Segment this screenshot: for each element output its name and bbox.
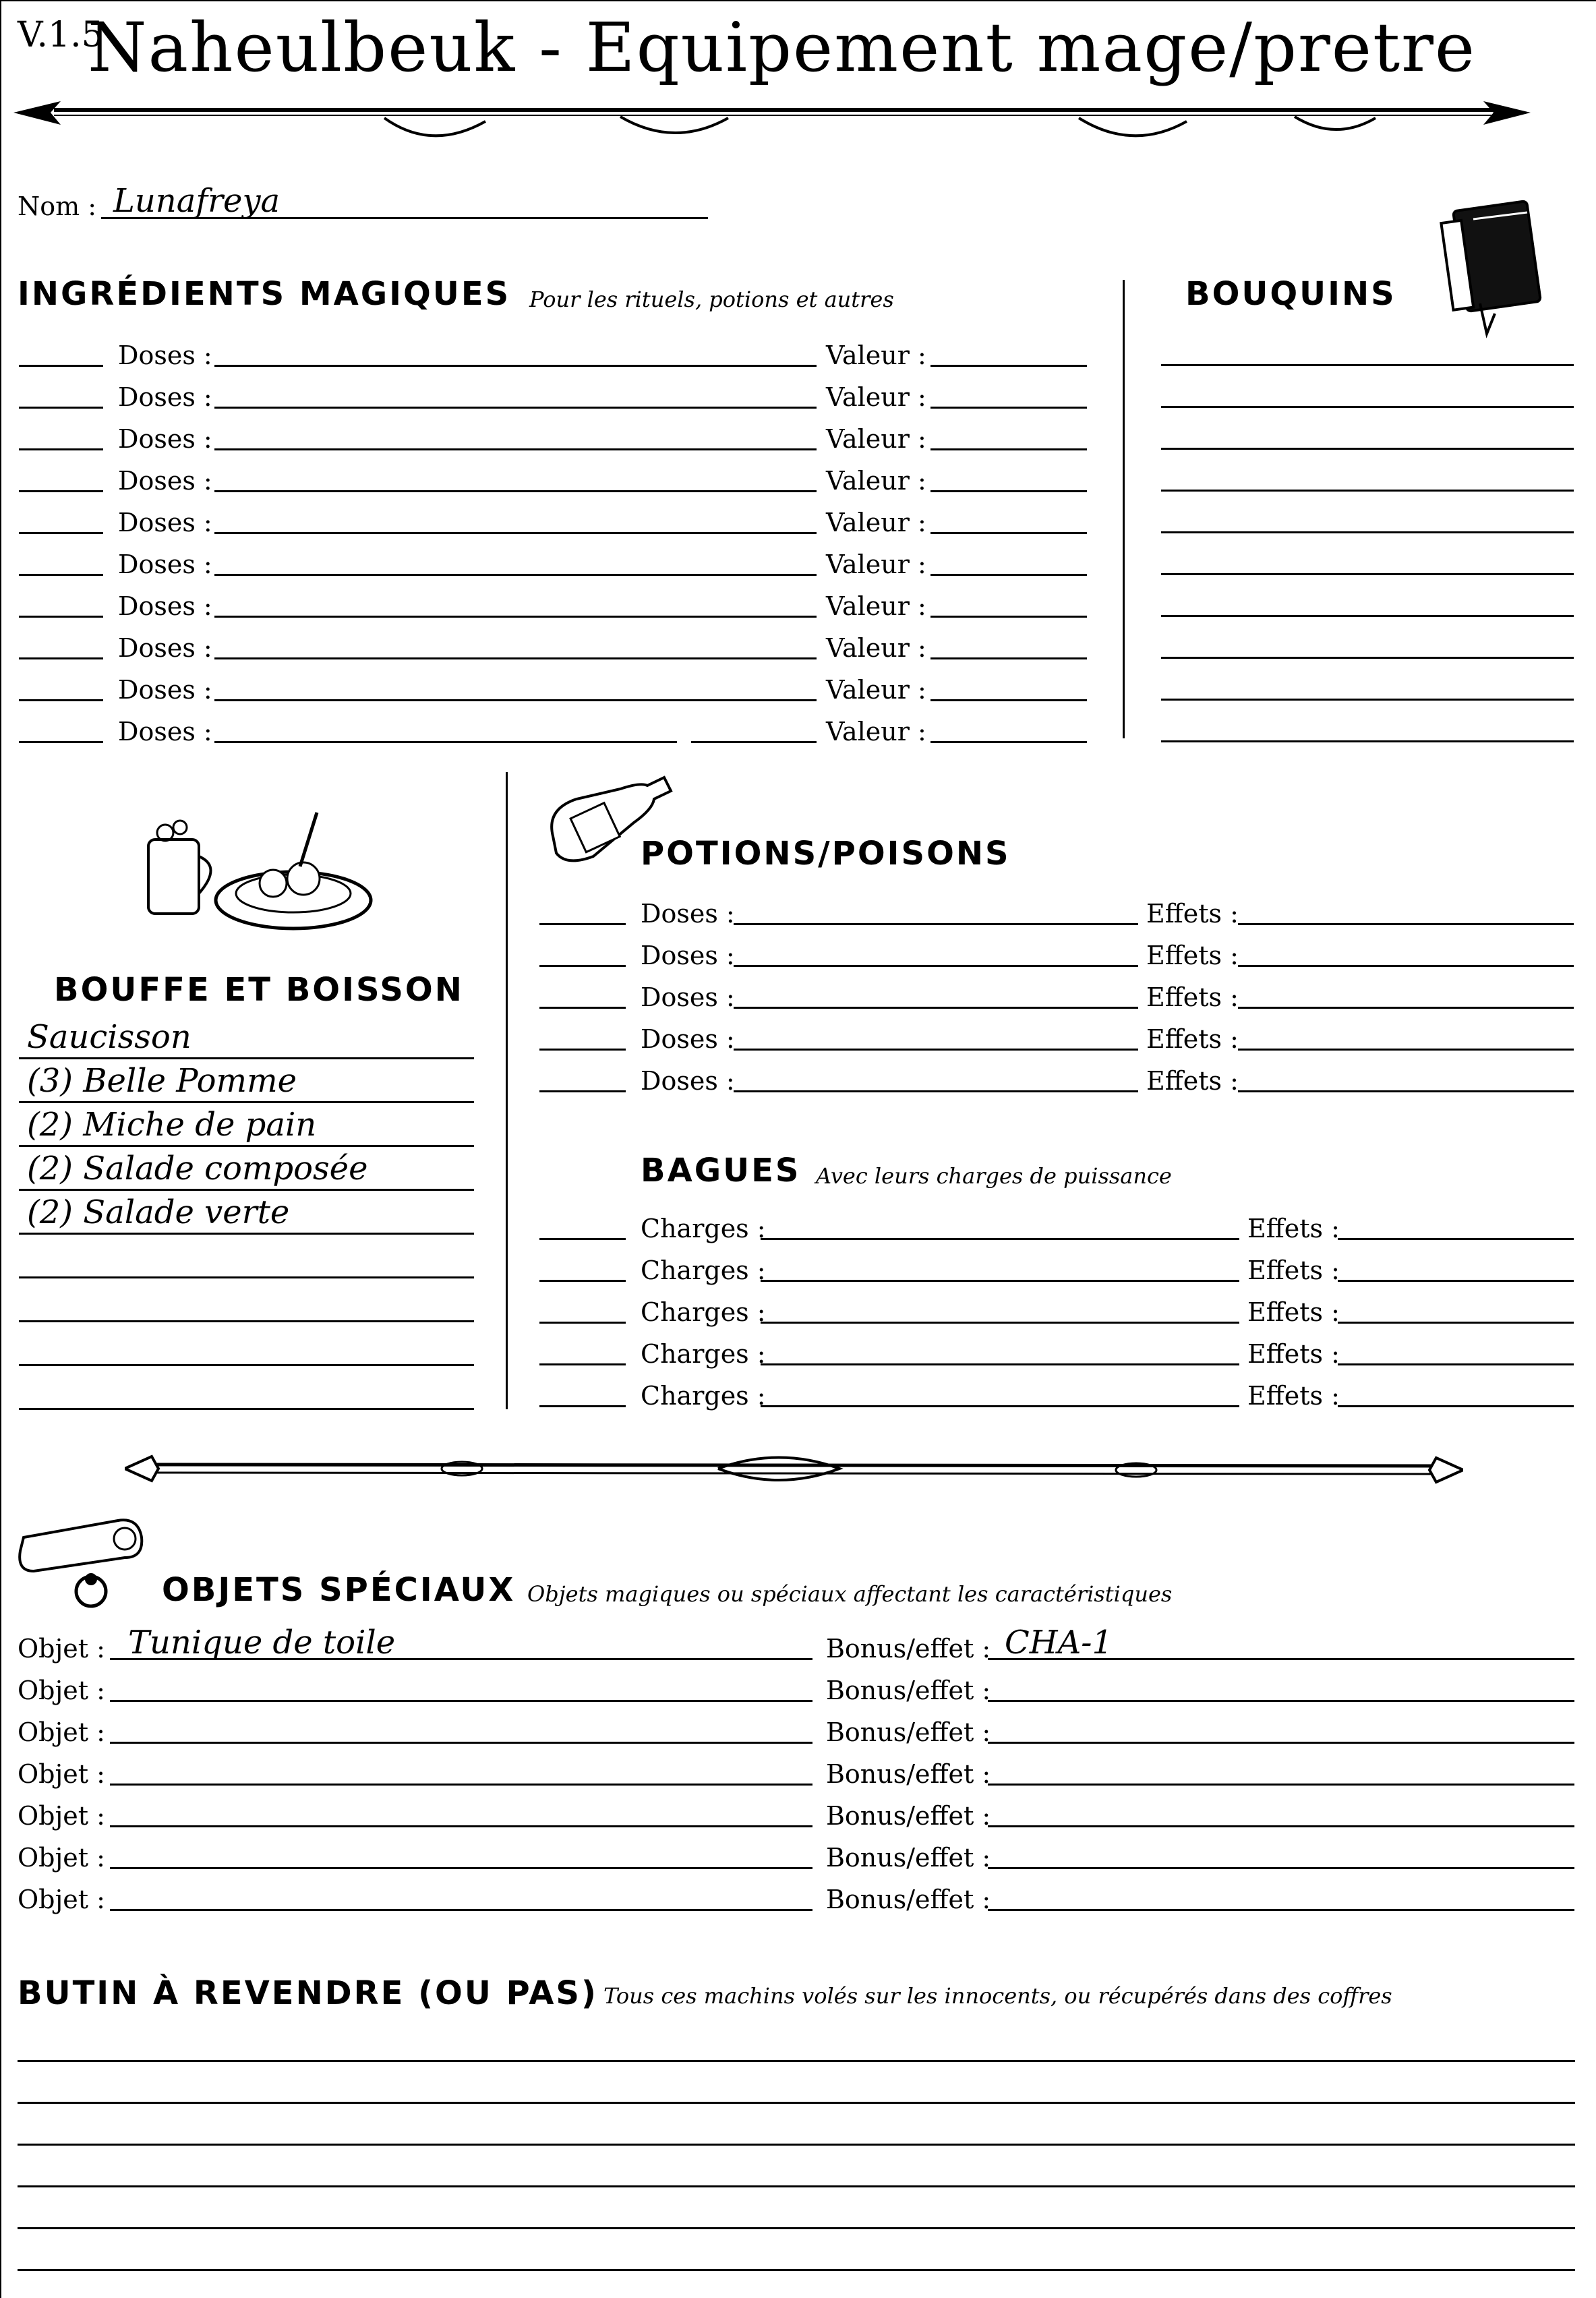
ingredient-name-line[interactable] <box>214 365 817 367</box>
ingredient-value-line[interactable] <box>930 532 1087 534</box>
potion-effects-label: Effets : <box>1146 982 1239 1012</box>
special-bonus-label: Bonus/effet : <box>826 1676 991 1705</box>
food-line[interactable] <box>19 1101 474 1103</box>
ingredient-qty-line[interactable] <box>19 657 103 659</box>
special-object-label: Objet : <box>18 1676 105 1705</box>
special-object-label: Objet : <box>18 1843 105 1873</box>
potion-doses-label: Doses : <box>641 941 735 970</box>
book-line[interactable] <box>1161 615 1574 617</box>
ingredient-value-line[interactable] <box>930 657 1087 659</box>
ring-effect-line[interactable] <box>1338 1280 1574 1282</box>
book-line[interactable] <box>1161 490 1574 492</box>
ring-effects-label: Effets : <box>1247 1339 1340 1369</box>
potion-effect-line[interactable] <box>1238 1090 1574 1092</box>
ingredient-value-line[interactable] <box>930 741 1087 743</box>
special-title: OBJETS SPÉCIAUX <box>162 1571 516 1609</box>
ingredient-qty-line[interactable] <box>19 574 103 576</box>
potion-qty-line[interactable] <box>539 1090 626 1092</box>
ingredient-qty-line[interactable] <box>19 532 103 534</box>
loot-line[interactable] <box>18 2185 1575 2187</box>
special-first-object-value[interactable]: Tunique de toile <box>128 1624 396 1661</box>
food-line[interactable] <box>19 1408 474 1410</box>
special-object-label: Objet : <box>18 1634 105 1663</box>
potion-effects-label: Effets : <box>1146 1066 1239 1096</box>
ingredient-name-line[interactable] <box>214 616 817 618</box>
books-title: BOUQUINS <box>1185 275 1396 313</box>
book-line[interactable] <box>1161 573 1574 575</box>
ingredient-value-label: Valeur : <box>826 508 926 537</box>
special-bonus-line[interactable] <box>988 1700 1574 1702</box>
book-line[interactable] <box>1161 657 1574 659</box>
special-object-line[interactable] <box>110 1825 812 1827</box>
ingredient-doses-label: Doses : <box>118 341 212 370</box>
ingredient-qty-line[interactable] <box>19 490 103 492</box>
ingredient-value-label: Valeur : <box>826 633 926 663</box>
book-line[interactable] <box>1161 740 1574 742</box>
ingredient-qty-line[interactable] <box>19 616 103 618</box>
ring-charges-label: Charges : <box>641 1297 766 1327</box>
food-plate-icon <box>138 799 374 941</box>
ring-effect-line[interactable] <box>1338 1363 1574 1365</box>
special-bonus-label: Bonus/effet : <box>826 1843 991 1873</box>
spear-divider <box>13 84 1531 152</box>
ingredient-value-label: Valeur : <box>826 424 926 454</box>
special-object-line[interactable] <box>110 1700 812 1702</box>
food-item-text[interactable]: (3) Belle Pomme <box>27 1062 297 1100</box>
book-line[interactable] <box>1161 448 1574 450</box>
potion-qty-line[interactable] <box>539 1007 626 1009</box>
potion-effect-line[interactable] <box>1238 1007 1574 1009</box>
special-object-label: Objet : <box>18 1717 105 1747</box>
ingredient-name-line[interactable] <box>214 699 817 701</box>
food-line[interactable] <box>19 1276 474 1278</box>
ring-effect-line[interactable] <box>1338 1322 1574 1324</box>
ingredient-doses-label: Doses : <box>118 382 212 412</box>
food-item-text[interactable]: (2) Salade composée <box>27 1150 368 1187</box>
ingredients-subtitle: Pour les rituels, potions et autres <box>529 287 894 312</box>
ring-qty-line[interactable] <box>539 1238 626 1240</box>
special-object-line[interactable] <box>110 1909 812 1911</box>
ring-charges-line[interactable] <box>761 1405 1239 1407</box>
ring-effects-label: Effets : <box>1247 1297 1340 1327</box>
ingredient-doses-label: Doses : <box>118 508 212 537</box>
special-bonus-label: Bonus/effet : <box>826 1759 991 1789</box>
ring-charges-line[interactable] <box>761 1322 1239 1324</box>
ring-effects-label: Effets : <box>1247 1214 1340 1243</box>
potion-doses-label: Doses : <box>641 1066 735 1096</box>
ingredient-qty-line[interactable] <box>19 448 103 450</box>
ingredient-value-line[interactable] <box>930 574 1087 576</box>
ingredient-qty-line[interactable] <box>19 699 103 701</box>
potion-doses-label: Doses : <box>641 982 735 1012</box>
version-label: V.1.5 <box>18 15 104 55</box>
special-bonus-line[interactable] <box>988 1825 1574 1827</box>
potion-name-line[interactable] <box>734 923 1138 925</box>
ingredient-value-line[interactable] <box>930 490 1087 492</box>
loot-line[interactable] <box>18 2227 1575 2229</box>
ingredient-name-line[interactable] <box>214 657 817 659</box>
loot-line[interactable] <box>18 2060 1575 2062</box>
ring-charges-line[interactable] <box>761 1280 1239 1282</box>
ingredient-value-label: Valeur : <box>826 341 926 370</box>
staff-divider <box>125 1443 1463 1497</box>
loot-line[interactable] <box>18 2144 1575 2146</box>
food-title: BOUFFE ET BOISSON <box>54 971 464 1009</box>
potion-name-line[interactable] <box>734 1049 1138 1051</box>
special-first-bonus-value[interactable]: CHA-1 <box>1005 1624 1113 1661</box>
special-bonus-line[interactable] <box>988 1909 1574 1911</box>
ring-qty-line[interactable] <box>539 1405 626 1407</box>
ingredient-name-line[interactable] <box>214 574 817 576</box>
ingredient-qty-line[interactable] <box>19 741 103 743</box>
special-bonus-label: Bonus/effet : <box>826 1634 991 1663</box>
special-object-line[interactable] <box>110 1867 812 1869</box>
ring-charges-label: Charges : <box>641 1214 766 1243</box>
special-object-label: Objet : <box>18 1885 105 1914</box>
book-line[interactable] <box>1161 406 1574 408</box>
potion-qty-line[interactable] <box>539 923 626 925</box>
special-object-line[interactable] <box>110 1742 812 1744</box>
ingredient-name-line[interactable] <box>214 407 817 409</box>
potion-doses-label: Doses : <box>641 1024 735 1054</box>
special-bonus-label: Bonus/effet : <box>826 1885 991 1914</box>
ingredient-doses-label: Doses : <box>118 550 212 579</box>
potion-effects-label: Effets : <box>1146 899 1239 929</box>
ingredient-qty-line[interactable] <box>19 407 103 409</box>
ring-qty-line[interactable] <box>539 1280 626 1282</box>
ingredient-qty-line[interactable] <box>19 365 103 367</box>
ingredient-doses-label: Doses : <box>118 633 212 663</box>
book-icon <box>1433 192 1554 341</box>
food-item-text[interactable]: Saucisson <box>27 1018 191 1056</box>
food-line[interactable] <box>19 1189 474 1191</box>
ring-charges-line[interactable] <box>761 1238 1239 1240</box>
potion-doses-label: Doses : <box>641 899 735 929</box>
ring-effects-label: Effets : <box>1247 1256 1340 1285</box>
ring-charges-label: Charges : <box>641 1339 766 1369</box>
ingredient-value-line[interactable] <box>930 699 1087 701</box>
ring-effect-line[interactable] <box>1338 1238 1574 1240</box>
food-line[interactable] <box>19 1364 474 1366</box>
special-bonus-line[interactable] <box>988 1867 1574 1869</box>
loot-line[interactable] <box>18 2269 1575 2271</box>
ring-charges-label: Charges : <box>641 1256 766 1285</box>
food-line[interactable] <box>19 1320 474 1322</box>
food-line[interactable] <box>19 1057 474 1059</box>
special-object-label: Objet : <box>18 1801 105 1831</box>
potion-effect-line[interactable] <box>1238 965 1574 967</box>
special-object-line[interactable] <box>110 1784 812 1786</box>
book-line[interactable] <box>1161 531 1574 533</box>
loot-subtitle: Tous ces machins volés sur les innocents, ou récupérés dans des coffres <box>603 1983 1392 2009</box>
ingredient-value-label: Valeur : <box>826 550 926 579</box>
ingredient-name-line[interactable] <box>214 741 677 743</box>
potion-name-line[interactable] <box>734 1090 1138 1092</box>
name-line <box>101 217 708 219</box>
loot-title: BUTIN À REVENDRE (OU PAS) <box>18 1974 598 2012</box>
special-bonus-label: Bonus/effet : <box>826 1717 991 1747</box>
ring-qty-line[interactable] <box>539 1363 626 1365</box>
food-line[interactable] <box>19 1145 474 1147</box>
ingredient-name-line[interactable] <box>214 490 817 492</box>
potion-name-line[interactable] <box>734 1007 1138 1009</box>
potion-effects-label: Effets : <box>1146 941 1239 970</box>
book-line[interactable] <box>1161 364 1574 366</box>
loot-line[interactable] <box>18 2102 1575 2104</box>
ingredient-value-line[interactable] <box>930 616 1087 618</box>
ring-effects-label: Effets : <box>1247 1381 1340 1411</box>
ingredient-value-line[interactable] <box>930 365 1087 367</box>
food-line[interactable] <box>19 1233 474 1235</box>
ingredient-doses-label: Doses : <box>118 466 212 496</box>
ingredient-value-label: Valeur : <box>826 717 926 746</box>
food-item-text[interactable]: (2) Salade verte <box>27 1194 290 1231</box>
potion-effect-line[interactable] <box>1238 923 1574 925</box>
special-subtitle: Objets magiques ou spéciaux affectant les caractéristiques <box>527 1581 1173 1607</box>
ring-qty-line[interactable] <box>539 1322 626 1324</box>
special-object-label: Objet : <box>18 1759 105 1789</box>
ingredient-doses-label: Doses : <box>118 675 212 705</box>
potion-name-line[interactable] <box>734 965 1138 967</box>
ingredient-name-line-extra[interactable] <box>691 741 817 743</box>
ingredient-value-label: Valeur : <box>826 591 926 621</box>
scroll-ring-icon <box>17 1510 158 1618</box>
ingredients-title: INGRÉDIENTS MAGIQUES <box>18 275 511 313</box>
name-value[interactable]: Lunafreya <box>113 182 280 220</box>
potions-title: POTIONS/POISONS <box>641 835 1011 873</box>
ingredient-doses-label: Doses : <box>118 717 212 746</box>
special-bonus-label: Bonus/effet : <box>826 1801 991 1831</box>
ingredients-books-separator <box>1123 280 1125 738</box>
special-bonus-line[interactable] <box>988 1742 1574 1744</box>
ring-effect-line[interactable] <box>1338 1405 1574 1407</box>
ingredient-value-label: Valeur : <box>826 466 926 496</box>
ingredient-value-line[interactable] <box>930 407 1087 409</box>
ingredient-value-label: Valeur : <box>826 675 926 705</box>
potion-effects-label: Effets : <box>1146 1024 1239 1054</box>
ingredient-doses-label: Doses : <box>118 591 212 621</box>
rings-subtitle: Avec leurs charges de puissance <box>816 1163 1172 1189</box>
food-potions-separator <box>506 772 508 1409</box>
ingredient-value-line[interactable] <box>930 448 1087 450</box>
name-label: Nom : <box>18 192 97 221</box>
ingredient-doses-label: Doses : <box>118 424 212 454</box>
food-item-text[interactable]: (2) Miche de pain <box>27 1106 317 1144</box>
potion-qty-line[interactable] <box>539 1049 626 1051</box>
book-line[interactable] <box>1161 699 1574 701</box>
page-title: Naheulbeuk - Equipement mage/pretre <box>88 8 1477 87</box>
ingredient-name-line[interactable] <box>214 448 817 450</box>
ring-charges-label: Charges : <box>641 1381 766 1411</box>
ingredient-value-label: Valeur : <box>826 382 926 412</box>
ring-charges-line[interactable] <box>761 1363 1239 1365</box>
potion-effect-line[interactable] <box>1238 1049 1574 1051</box>
rings-title: BAGUES <box>641 1152 801 1189</box>
potion-qty-line[interactable] <box>539 965 626 967</box>
ingredient-name-line[interactable] <box>214 532 817 534</box>
special-bonus-line[interactable] <box>988 1784 1574 1786</box>
